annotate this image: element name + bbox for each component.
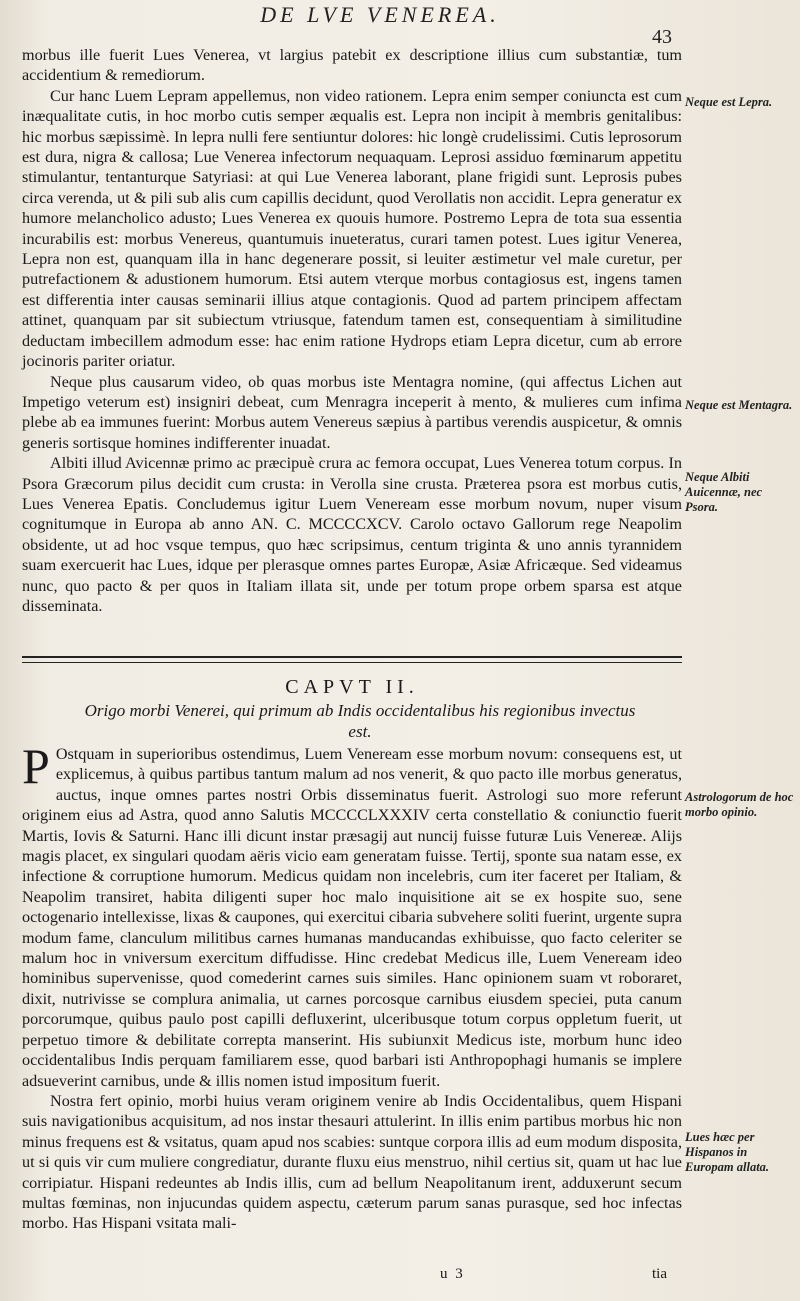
chapter-heading: CAPVT II. [285, 676, 419, 698]
paragraph: Neque plus causarum video, ob quas morbus iste Mentagra nomine, (qui affectus Lichen aut Impetigo veterum est) insigniri debeat, cum Menragra inceperit à mento, & mulieres cum infima plebe ab ea immunes fuerint: Morbus autem Venereus sæpius à partibus verendis auspicetur, & omnis generis sortisque homines indifferenter inuadat. [22, 372, 682, 452]
section-divider [22, 656, 682, 658]
paragraph: morbus ille fuerit Lues Venerea, vt largius patebit ex descriptione illius cum substantiæ, tum accidentium & remediorum. [22, 46, 682, 85]
signature-mark: u 3 [440, 1266, 465, 1282]
catchword: tia [652, 1266, 667, 1282]
text-block-lepra [22, 45, 682, 616]
section-divider [22, 662, 682, 663]
margin-note: Neque Albiti Auicennæ, nec Psora. [685, 470, 763, 514]
paragraph: Albiti illud Avicennæ primo ac præcipuè crura ac femora occupat, Lues Venerea totum corpus. In Psora Græcorum pilus decidit cum crusta: in Verolla sine crusta. Præterea psora est morbus cutis, Lues Venerea Epatis. Concludemus igitur Luem Veneream esse morbum novum, nuper visum cognitumque in Europa ab anno AN. C. MCCCCXCV. Carolo octavo Gallorum rege Neapolim obsidente, ut ad hoc vsque tempus, quo hæc scripsimus, centum triginta & uno annis tyrannidem suam exercuerit hac Lues, idque per plerasque omnes partes Europæ, Asiæ Africæque. Sed videamus nunc, quo pacto & per quos in Italiam illata sit, unde per totum prope orbem sparsa est atque disseminata. [22, 454, 682, 615]
paragraph: Nostra fert opinio, morbi huius veram originem venire ab Indis Occidentalibus, quem Hispani suis navigationibus acquisitum, ad nos instar thesauri attulerint. In illis enim partibus morbus hic non minus frequens est & vsitatus, quam apud nos scabies: suntque corpora illis ad eum modum disposita, ut si quis vir cum muliere congrediatur, durante fluxu eius menstruo, nihil certius sit, quam ut hac lue corripiatur. Hispani redeuntes ab Indis illis, cum ad bellum Neapolitanum irent, adduxerunt secum multas fœminas, non injucundas quidem aspectu, cæterum parum sanas purasque, sed hoc infectas morbo. Has Hispani vsitata mali- [22, 1091, 682, 1233]
text-block-origo [22, 738, 682, 1234]
page-number: 43 [652, 26, 672, 48]
margin-note: Astrologorum de hoc morbo opinio. [685, 790, 794, 819]
margin-note: Lues hæc per Hispanos in Europam allata. [685, 1130, 770, 1174]
margin-note: Neque est Lepra. [685, 95, 773, 109]
margin-note: Neque est Mentagra. [685, 398, 793, 412]
paragraph: Cur hanc Luem Lepram appellemus, non video rationem. Lepra enim semper coniuncta est cum inæqualitate cutis, in hoc morbo cutis semper æqualis est. Lepra non incipit à membris genitalibus: hic morbus sæpissimè. In lepra nulli fere sentiuntur dolores: hic longè crudelissimi. Cutis leprosorum est dura, nigra & callosa; Lue Venerea infectorum nequaquam. Leprosi assiduo fœminarum appetitu stimulantur, tentanturque Satyriasi: at qui Lue Venerea laborant, plane frigidi sunt. Leprosis pubes circa verenda, ut & pili sub alis cum capillis decidunt, quod Verollatis non accidit. Lepra generatur ex humore melancholico adusto; Lues Venerea ex quouis humore. Postremo Lepra de tota sua essentia incurabilis est: morbus Venereus, quantumuis inueteratus, curari tamen potest. Lues igitur Venerea, Lepra non est, quanquam illa in hanc degenerare possit, si leuiter æstimetur vel male curetur, per putrefactionem & adustionem humorum. Etsi autem vterque morbus contagiosus est, ingens tamen est differentia inter causas seminarii illius atque contagionis. Quod ad partem principem affectam attinet, quanquam par sit subiectum vtriusque, fatendum tamen est, consequentiam à similitudine deductam imbecillem admodum esse: hac enim ratione Hydrops etiam Lepra dicetur, cum ab errore jocinoris pariter oriatur. [22, 86, 682, 371]
running-title: DE LVE VENEREA. [260, 2, 500, 27]
paragraph [22, 738, 682, 1091]
paragraph-text: Ostquam in superioribus ostendimus, Luem Veneream esse morbum novum: consequens est, ut explicemus, à quibus partibus tantum malum ad nos venerit, & quo pacto ille morbus generatus, auctus, inque omnes partes nostri Orbis disseminatus fuerit. Astrologi suo more referunt originem eius ad Astra, quod anno Salutis MCCCCLXXXIV certa constellatio & coniunctio fuerit Martis, Iovis & Saturni. Hanc illi dicunt instar præsagij aut nuncij fuisse futuræ Luis Venereæ. Alijs magis placet, ex singulari quodam aëris vicio eam generatam fuisse. Tertij, sponte sua natam esse, ex infectione & corruptione humorum. Medicus quidam non incelebris, cum iter faceret per Italiam, & Neapolim transiret, habita diligenti super hoc malo inquisitione ait se ex hospite suo, sene octogenario intellexisse, lixas & caupones, qui exercitui cibaria subvehere soliti fuerint, urgente supra modum fame, clanculum militibus carnes humanas manducandas exhibuisse, quo facto celeriter se malum hoc in vniversum exercitum diffudisse. Hinc credebat Medicus ille, Luem Veneream ideo hominibus supervenisse, quod comederint carnes suis similes. Hanc opinionem suam vt roboraret, dixit, nutrivisse se complura animalia, ut carnes porcosque carnibus eiusdem speciei, puta canum porcorumque, quibus paulo post capilli defluxerint, ulceribusque totum corpus oppletum fuerit, ut perpetuo timore & debilitate correpta manserint. His subiunxit Medicus iste, morbum hunc ideo occidentalibus Indis perquam familiarem esse, quod barbari isti Anthropophagi humanis se implere adsueverint carnibus, unde & illis nomen istud impositum fuerit. [22, 745, 682, 1090]
drop-cap: P [22, 738, 50, 794]
chapter-subtitle: Origo morbi Venerei, qui primum ab Indis occidentalibus his regionibus invectus est. [84, 701, 636, 741]
